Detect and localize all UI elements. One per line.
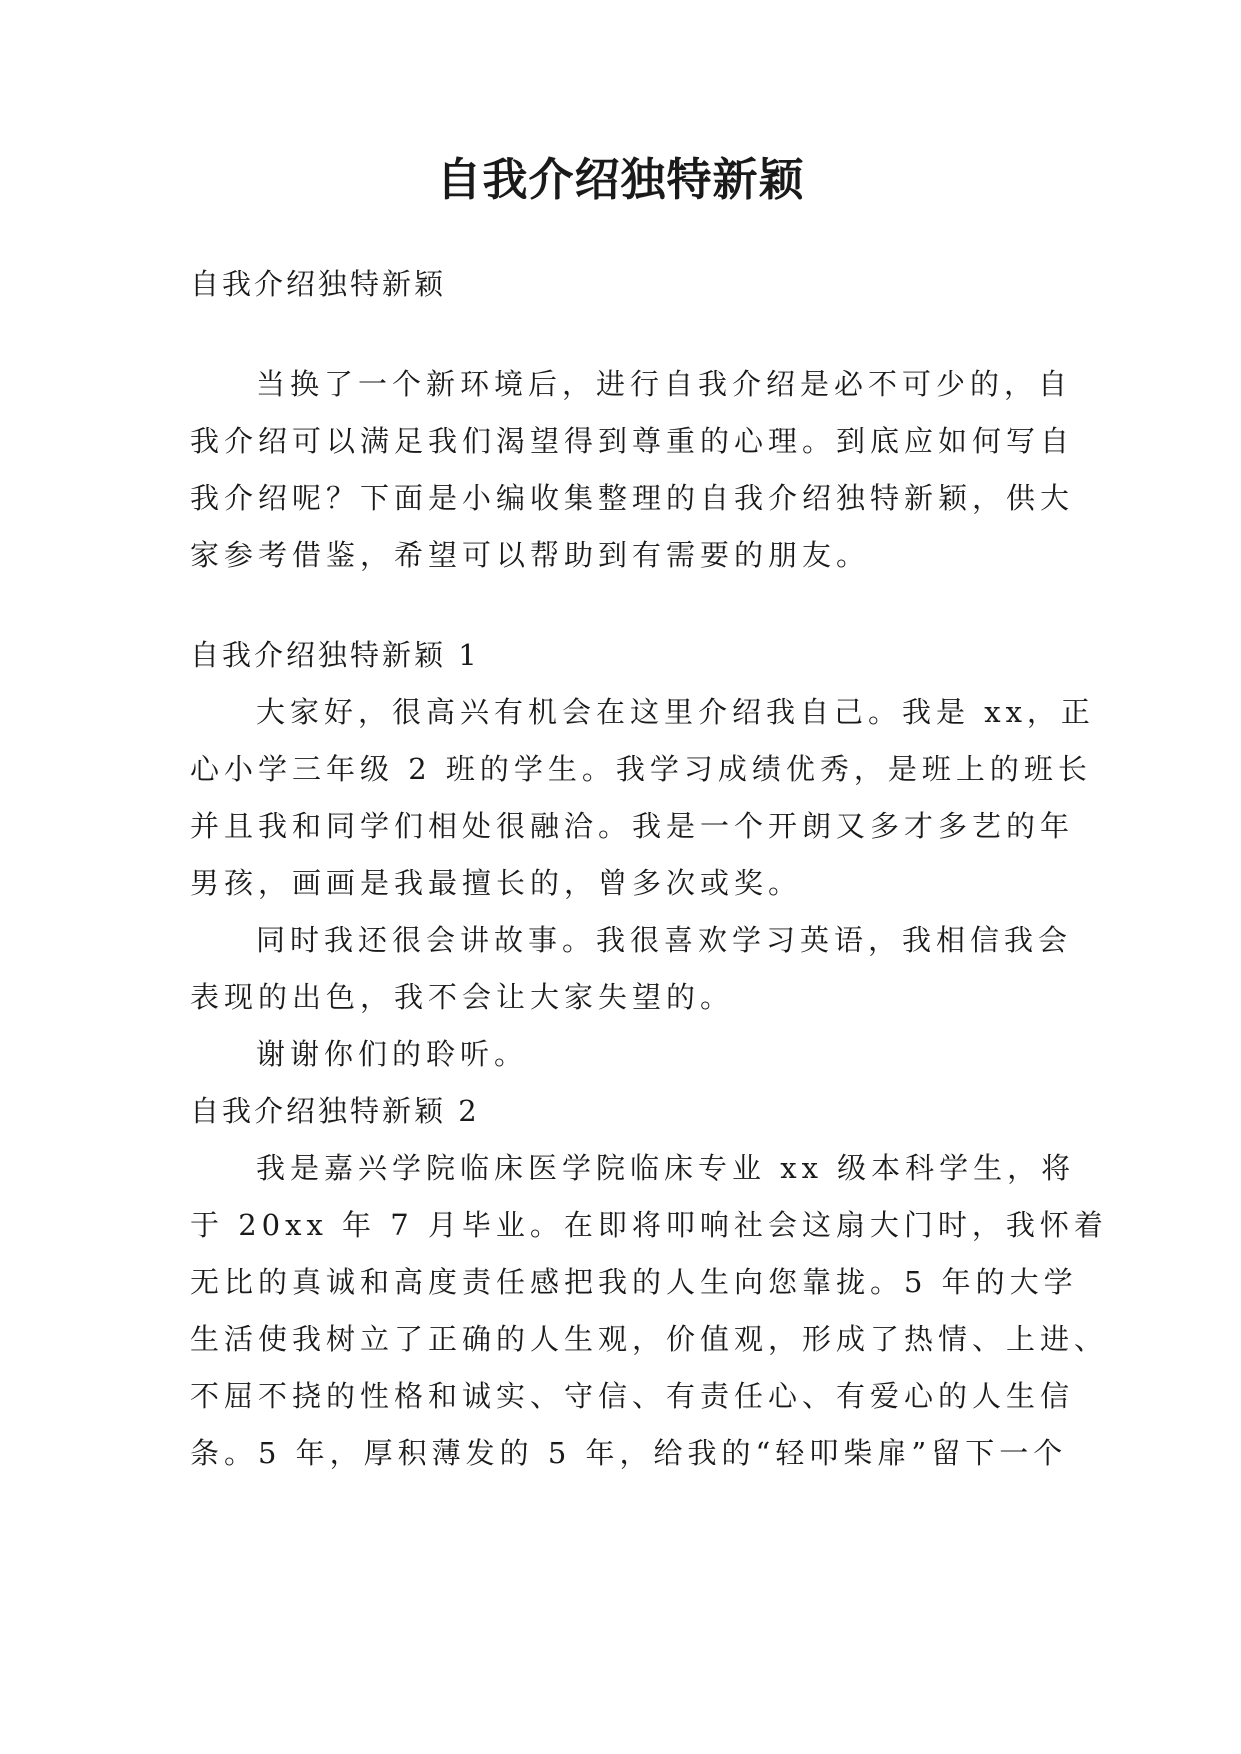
section-1-line: 同时我还很会讲故事。我很喜欢学习英语，我相信我会: [256, 923, 1073, 957]
document-title: 自我介绍独特新颖: [436, 153, 805, 206]
section-2-line: 于 20xx 年 7 月毕业。在即将叩响社会这扇大门时，我怀着: [190, 1208, 1108, 1242]
section-2-line: 不屈不挠的性格和诚实、守信、有责任心、有爱心的人生信: [190, 1379, 1075, 1413]
section-2-line: 生活使我树立了正确的人生观，价值观，形成了热情、上进、: [190, 1322, 1109, 1356]
section-1-line: 表现的出色，我不会让大家失望的。: [190, 980, 735, 1014]
section-2-heading: 自我介绍独特新颖 2: [190, 1094, 480, 1128]
section-1-line: 心小学三年级 2 班的学生。我学习成绩优秀，是班上的班长: [190, 752, 1092, 786]
section-1-heading: 自我介绍独特新颖 1: [190, 638, 480, 672]
intro-line: 家参考借鉴，希望可以帮助到有需要的朋友。: [190, 538, 871, 572]
section-2-line: 条。5 年，厚积薄发的 5 年，给我的“轻叩柴扉”留下一个: [190, 1436, 1068, 1470]
section-2-line: 我是嘉兴学院临床医学院临床专业 xx 级本科学生，将: [256, 1151, 1076, 1185]
intro-line: 我介绍呢？下面是小编收集整理的自我介绍独特新颖，供大: [190, 481, 1075, 515]
intro-line: 我介绍可以满足我们渴望得到尊重的心理。到底应如何写自: [190, 424, 1075, 458]
section-1-line: 谢谢你们的聆听。: [256, 1037, 529, 1071]
section-2-line: 无比的真诚和高度责任感把我的人生向您靠拢。5 年的大学: [190, 1265, 1078, 1299]
intro-line: 当换了一个新环境后，进行自我介绍是必不可少的，自: [256, 367, 1073, 401]
section-1-line: 男孩，画画是我最擅长的，曾多次或奖。: [190, 866, 803, 900]
section-1-line: 并且我和同学们相处很融洽。我是一个开朗又多才多艺的年: [190, 809, 1075, 843]
section-1-line: 大家好，很高兴有机会在这里介绍我自己。我是 xx，正: [256, 695, 1095, 729]
document-subtitle: 自我介绍独特新颖: [190, 267, 447, 301]
